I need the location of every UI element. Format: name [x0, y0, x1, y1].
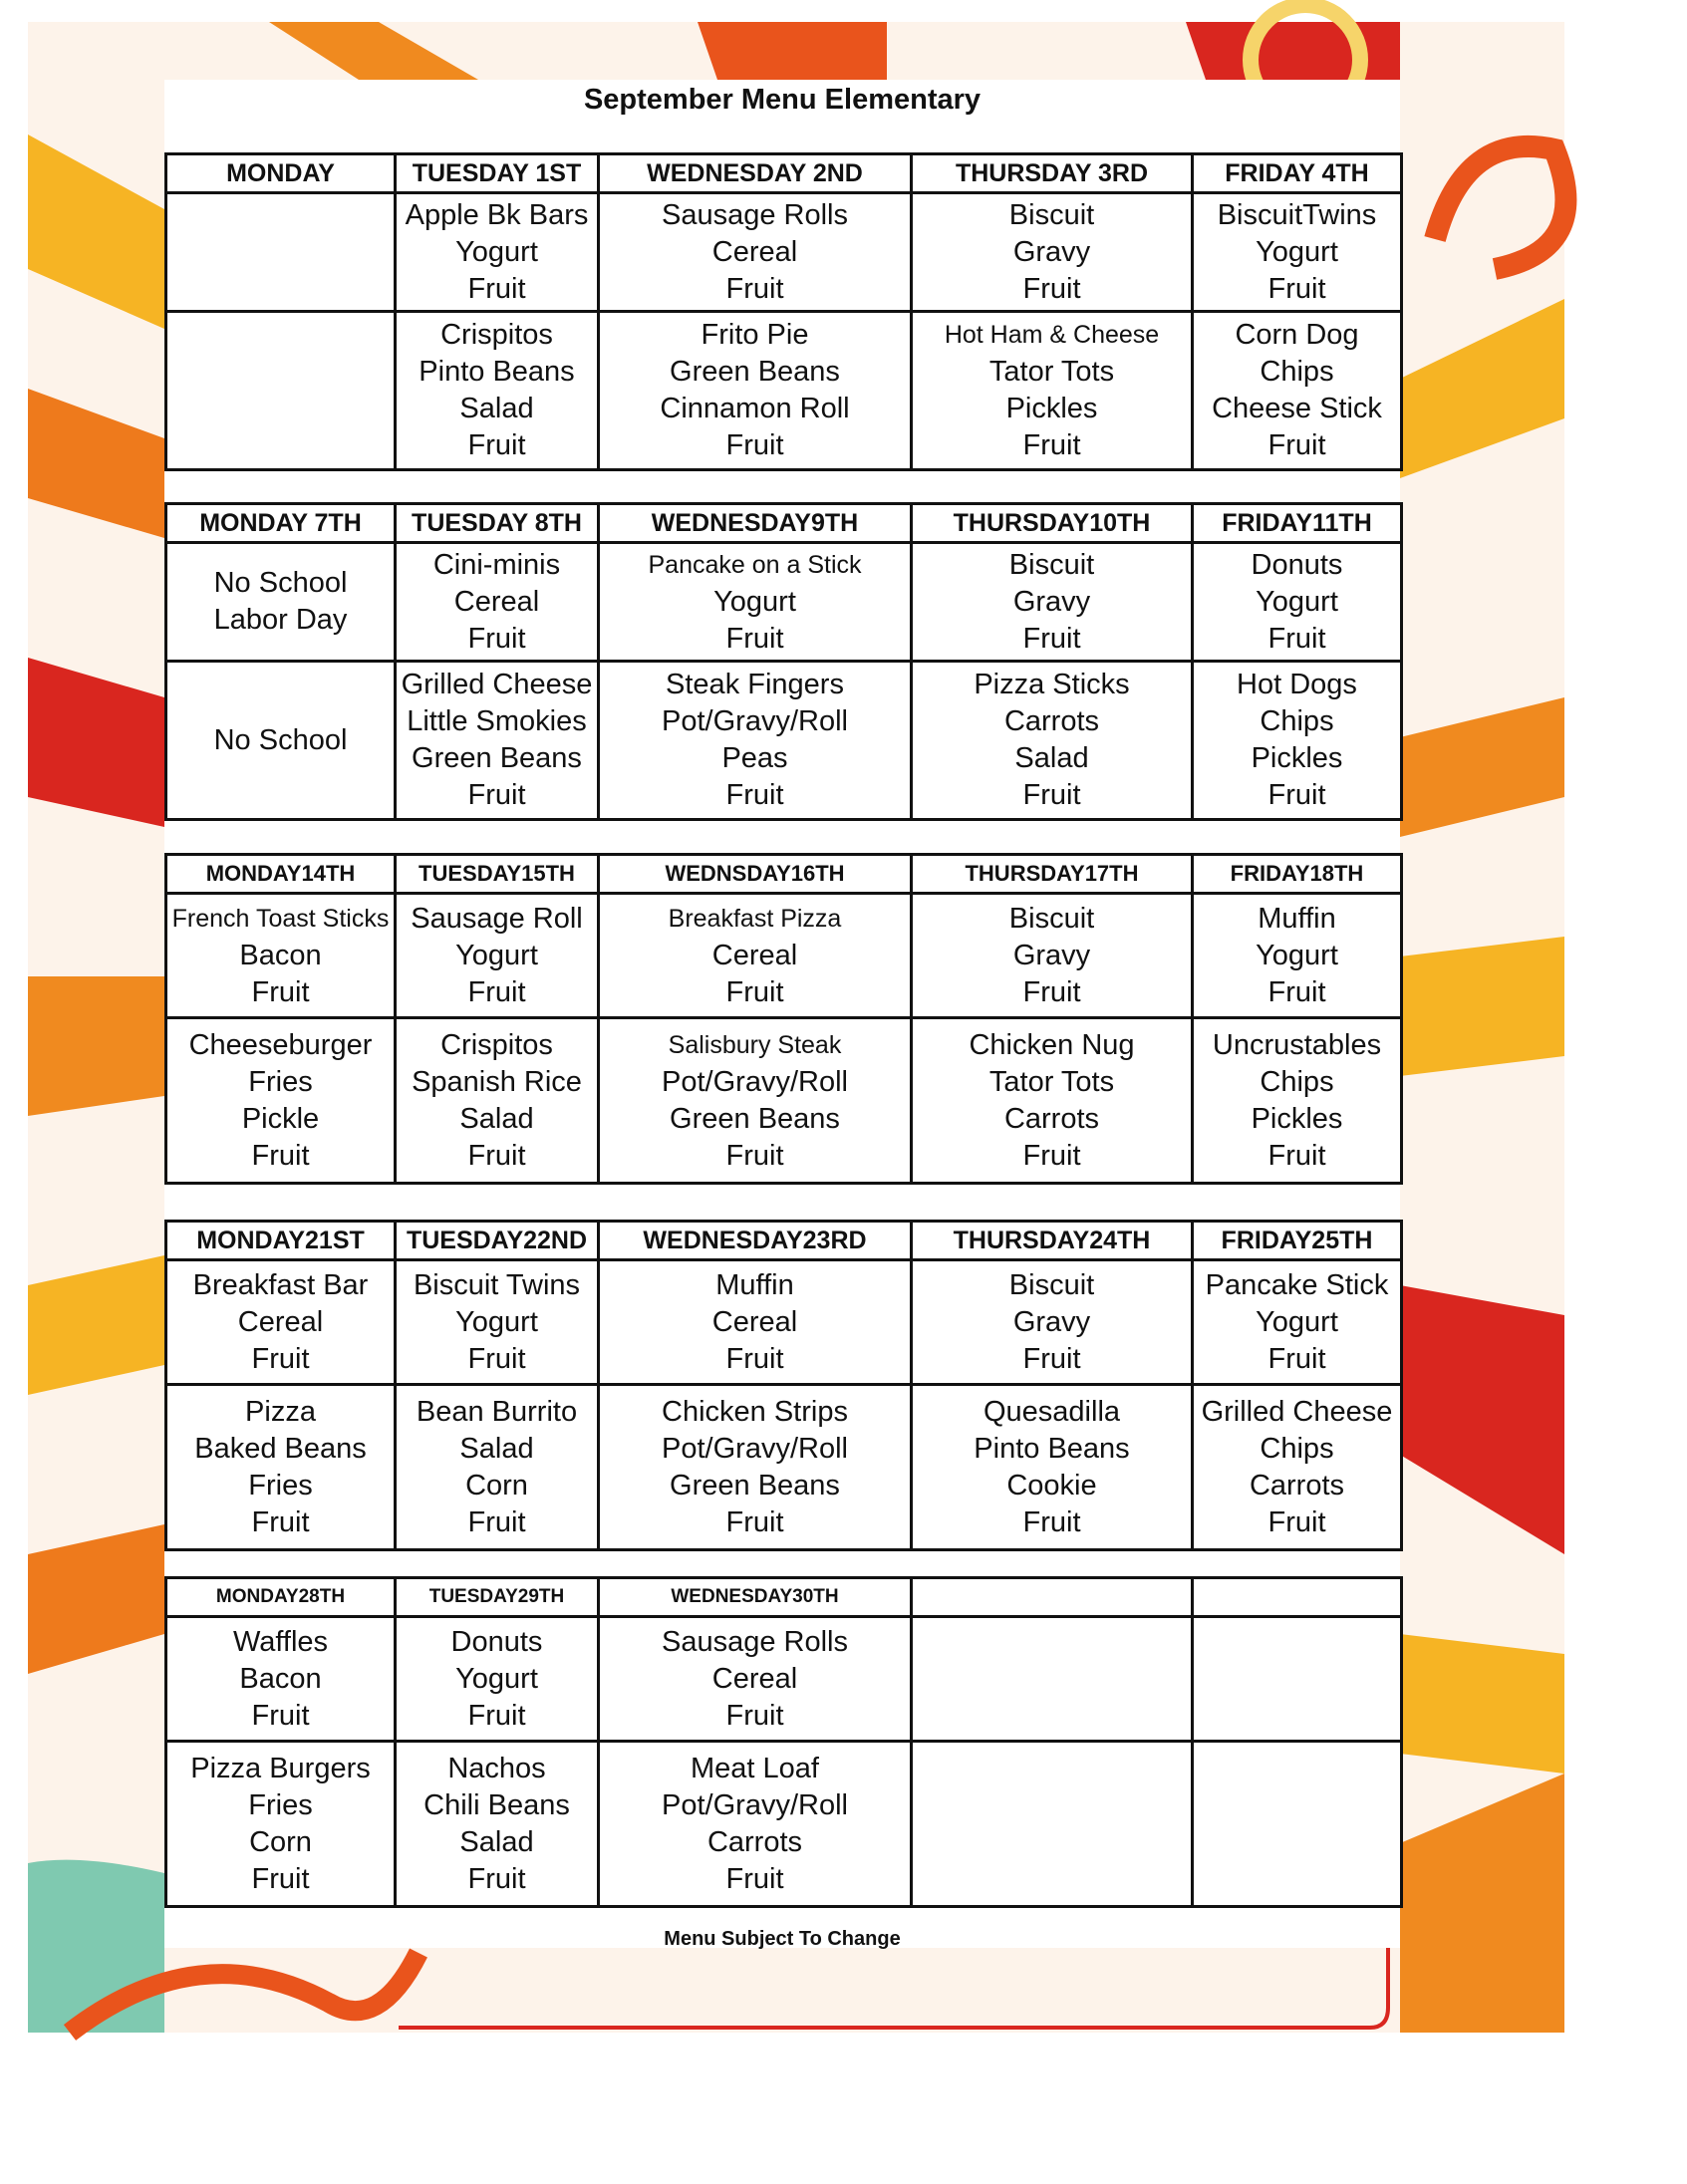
- menu-item: Muffin: [715, 1268, 794, 1301]
- menu-item: Yogurt: [1256, 585, 1338, 618]
- menu-item: Pizza Sticks: [974, 669, 1130, 700]
- day-header: WEDNSDAY16TH: [599, 855, 912, 894]
- lunch-cell: [912, 1018, 1193, 1184]
- menu-item: Gravy: [1012, 585, 1091, 618]
- menu-item: Biscuit: [1008, 548, 1095, 581]
- menu-footer-note: Menu Subject To Change: [664, 1928, 901, 1950]
- lunch-cell: [912, 662, 1193, 820]
- day-header: WEDNESDAY23RD: [599, 1222, 912, 1260]
- menu-item: Carrots: [1003, 1102, 1100, 1135]
- lunch-cell: [599, 1742, 912, 1907]
- breakfast-cell: [396, 894, 599, 1018]
- menu-item: Labor Day: [213, 604, 348, 636]
- breakfast-row: [166, 1617, 1402, 1742]
- day-header-row: [166, 1222, 1402, 1260]
- menu-item: No School: [213, 567, 348, 599]
- lunch-cell: [1193, 1018, 1402, 1184]
- menu-item: Tator Tots: [988, 1065, 1115, 1098]
- menu-item: Fruit: [725, 1139, 784, 1172]
- menu-item: Pot/Gravy/Roll: [662, 1432, 848, 1465]
- menu-item: Fruit: [1267, 1139, 1326, 1172]
- menu-item: Pickles: [1005, 393, 1098, 424]
- lunch-row: [166, 312, 1402, 470]
- menu-item: Bean Burrito: [416, 1395, 578, 1428]
- day-header-row: [166, 504, 1402, 543]
- lunch-cell: [1193, 662, 1402, 820]
- menu-item: Yogurt: [1256, 939, 1338, 971]
- day-header: MONDAY28TH: [166, 1578, 396, 1617]
- day-header: THURSDAY17TH: [912, 855, 1193, 894]
- day-header: TUESDAY 8TH: [396, 504, 599, 543]
- lunch-cell: [166, 1018, 396, 1184]
- menu-item: Fruit: [467, 1862, 526, 1895]
- menu-item: Fruit: [725, 272, 784, 305]
- menu-item: Carrots: [1249, 1469, 1345, 1502]
- menu-item: Green Beans: [670, 1469, 840, 1502]
- breakfast-cell: [1193, 193, 1402, 312]
- menu-item: Biscuit: [1008, 1268, 1095, 1301]
- menu-item: Sausage Rolls: [662, 1625, 848, 1658]
- breakfast-cell: [166, 543, 396, 662]
- menu-item: Fruit: [1022, 1505, 1081, 1538]
- breakfast-cell: [1193, 894, 1402, 1018]
- lunch-row: [166, 662, 1402, 820]
- breakfast-cell: [912, 543, 1193, 662]
- menu-item: Cereal: [711, 939, 798, 971]
- breakfast-cell: [396, 1260, 599, 1385]
- menu-item: Fruit: [1022, 1139, 1081, 1172]
- lunch-cell: [166, 312, 396, 470]
- menu-item: Fries: [248, 1065, 313, 1098]
- menu-item: Fries: [248, 1788, 313, 1821]
- breakfast-cell: [912, 1260, 1193, 1385]
- menu-item: Pizza: [245, 1395, 316, 1428]
- week-table: [164, 502, 1403, 821]
- menu-item: Yogurt: [713, 585, 796, 618]
- day-header: MONDAY: [166, 154, 396, 193]
- menu-item: Fruit: [1022, 272, 1081, 305]
- breakfast-cell: [1193, 1260, 1402, 1385]
- menu-item: Fruit: [1022, 779, 1081, 811]
- menu-item: Baked Beans: [194, 1432, 367, 1465]
- day-header-row: [166, 855, 1402, 894]
- menu-item: Corn Dog: [1235, 319, 1359, 351]
- menu-item: Bacon: [239, 1662, 322, 1695]
- menu-item: Chicken Strips: [662, 1395, 848, 1428]
- menu-item: Cinnamon Roll: [660, 393, 850, 424]
- menu-item: Fruit: [251, 1139, 310, 1172]
- menu-item: Fruit: [725, 622, 784, 655]
- menu-item: Cereal: [711, 1305, 798, 1338]
- day-header: MONDAY 7TH: [166, 504, 396, 543]
- menu-item: Corn: [465, 1469, 528, 1502]
- breakfast-cell: [396, 543, 599, 662]
- lunch-cell: [912, 1385, 1193, 1550]
- menu-item: Chips: [1260, 1432, 1334, 1465]
- breakfast-cell: [599, 894, 912, 1018]
- day-header: WEDNESDAY 2ND: [599, 154, 912, 193]
- menu-item: Fries: [248, 1469, 313, 1502]
- menu-item: Peas: [721, 742, 788, 774]
- menu-item: Pinto Beans: [419, 356, 575, 388]
- lunch-row: [166, 1018, 1402, 1184]
- menu-item: Cheese Stick: [1212, 393, 1382, 424]
- menu-item: Frito Pie: [701, 319, 809, 351]
- menu-item: Fruit: [1022, 1342, 1081, 1375]
- breakfast-row: [166, 1260, 1402, 1385]
- menu-item: Fruit: [1022, 975, 1081, 1008]
- menu-item: Fruit: [1267, 622, 1326, 655]
- menu-item: Fruit: [1267, 1505, 1326, 1538]
- breakfast-cell: [396, 193, 599, 312]
- menu-item: Salad: [459, 1102, 534, 1135]
- menu-item: Cookie: [1006, 1469, 1097, 1502]
- menu-item: Fruit: [1022, 622, 1081, 655]
- menu-item: Pancake Stick: [1205, 1268, 1389, 1301]
- menu-item: Fruit: [467, 779, 526, 811]
- breakfast-row: [166, 894, 1402, 1018]
- week-table: [164, 853, 1403, 1185]
- menu-item: Breakfast Pizza: [668, 904, 842, 933]
- lunch-cell: [599, 662, 912, 820]
- menu-item: Fruit: [251, 1862, 310, 1895]
- menu-item: Cereal: [711, 1662, 798, 1695]
- day-header: TUESDAY15TH: [396, 855, 599, 894]
- day-header: THURSDAY 3RD: [912, 154, 1193, 193]
- menu-item: Waffles: [232, 1625, 329, 1658]
- lunch-cell: [396, 1385, 599, 1550]
- menu-item: Chips: [1260, 356, 1334, 388]
- menu-item: Gravy: [1012, 939, 1091, 971]
- day-header: FRIDAY18TH: [1193, 855, 1402, 894]
- breakfast-cell: [166, 1260, 396, 1385]
- menu-item: Hot Dogs: [1237, 669, 1357, 700]
- menu-item: Fruit: [725, 1862, 784, 1895]
- lunch-cell: [1193, 312, 1402, 470]
- menu-item: Fruit: [251, 1699, 310, 1732]
- breakfast-cell: [599, 1617, 912, 1742]
- menu-item: BiscuitTwins: [1217, 198, 1377, 231]
- menu-item: Pot/Gravy/Roll: [662, 1065, 848, 1098]
- lunch-cell: [166, 1385, 396, 1550]
- menu-item: Fruit: [725, 1342, 784, 1375]
- day-header: FRIDAY11TH: [1193, 504, 1402, 543]
- menu-item: Fruit: [1267, 272, 1326, 305]
- menu-item: Yogurt: [1256, 1305, 1338, 1338]
- menu-item: Sausage Roll: [411, 902, 583, 935]
- menu-item: Salad: [459, 393, 534, 424]
- breakfast-cell: [599, 543, 912, 662]
- menu-item: Gravy: [1012, 235, 1091, 268]
- menu-item: Pot/Gravy/Roll: [662, 705, 848, 737]
- menu-item: Salad: [1014, 742, 1089, 774]
- breakfast-cell: [166, 1617, 396, 1742]
- lunch-cell: [1193, 1742, 1402, 1907]
- menu-item: Chicken Nug: [969, 1028, 1135, 1061]
- menu-item: Fruit: [467, 1139, 526, 1172]
- menu-item: Yogurt: [455, 1305, 538, 1338]
- lunch-cell: [166, 1742, 396, 1907]
- lunch-cell: [396, 312, 599, 470]
- menu-item: Salad: [459, 1432, 534, 1465]
- menu-item: Yogurt: [455, 1662, 538, 1695]
- lunch-cell: [166, 662, 396, 820]
- menu-item: Meat Loaf: [691, 1752, 819, 1784]
- lunch-row: [166, 1742, 1402, 1907]
- breakfast-cell: [912, 193, 1193, 312]
- menu-item: Pickles: [1251, 1102, 1343, 1135]
- day-header-row: [166, 1578, 1402, 1617]
- menu-item: Apple Bk Bars: [405, 198, 589, 231]
- menu-item: Fruit: [725, 1699, 784, 1732]
- day-header: TUESDAY22ND: [396, 1222, 599, 1260]
- menu-item: Fruit: [251, 1342, 310, 1375]
- menu-item: Pinto Beans: [974, 1432, 1130, 1465]
- lunch-cell: [599, 1018, 912, 1184]
- menu-item: Muffin: [1258, 902, 1336, 935]
- menu-item: Fruit: [1022, 429, 1081, 461]
- menu-item: Crispitos: [440, 1028, 553, 1061]
- lunch-cell: [1193, 1385, 1402, 1550]
- day-header: MONDAY21ST: [166, 1222, 396, 1260]
- day-header: [912, 1578, 1193, 1617]
- menu-item: Pot/Gravy/Roll: [662, 1788, 848, 1821]
- menu-item: Quesadilla: [983, 1395, 1121, 1428]
- menu-item: Carrots: [1003, 705, 1100, 737]
- menu-item: Bacon: [239, 939, 322, 971]
- menu-item: Fruit: [725, 429, 784, 461]
- menu-item: No School: [213, 723, 348, 756]
- menu-item: Tator Tots: [988, 356, 1115, 388]
- menu-item: Donuts: [1251, 548, 1343, 581]
- menu-item: French Toast Sticks: [171, 904, 390, 933]
- menu-sheet: [164, 80, 1400, 1948]
- day-header: FRIDAY25TH: [1193, 1222, 1402, 1260]
- breakfast-row: [166, 193, 1402, 312]
- lunch-row: [166, 1385, 1402, 1550]
- week-table: [164, 1220, 1403, 1551]
- menu-item: Cereal: [711, 235, 798, 268]
- breakfast-cell: [1193, 543, 1402, 662]
- menu-item: Corn: [249, 1825, 312, 1858]
- lunch-cell: [912, 312, 1193, 470]
- day-header-row: [166, 154, 1402, 193]
- breakfast-cell: [599, 193, 912, 312]
- menu-item: Fruit: [251, 1505, 310, 1538]
- menu-item: Green Beans: [670, 356, 840, 388]
- menu-item: Fruit: [725, 975, 784, 1008]
- breakfast-cell: [396, 1617, 599, 1742]
- breakfast-cell: [166, 894, 396, 1018]
- menu-item: Cini-minis: [432, 548, 561, 581]
- menu-item: Fruit: [725, 1505, 784, 1538]
- week-table: [164, 1576, 1403, 1908]
- menu-item: Fruit: [467, 1342, 526, 1375]
- menu-item: Yogurt: [1256, 235, 1338, 268]
- menu-item: Green Beans: [670, 1102, 840, 1135]
- menu-item: Chili Beans: [423, 1788, 570, 1821]
- menu-item: Gravy: [1012, 1305, 1091, 1338]
- menu-item: Donuts: [450, 1625, 543, 1658]
- menu-item: Nachos: [447, 1752, 546, 1784]
- menu-item: Biscuit: [1008, 198, 1095, 231]
- menu-item: Yogurt: [455, 939, 538, 971]
- breakfast-cell: [912, 1617, 1193, 1742]
- day-header: FRIDAY 4TH: [1193, 154, 1402, 193]
- menu-item: Fruit: [1267, 1342, 1326, 1375]
- menu-item: Fruit: [725, 779, 784, 811]
- day-header: THURSDAY10TH: [912, 504, 1193, 543]
- menu-item: Cereal: [237, 1305, 324, 1338]
- breakfast-cell: [912, 894, 1193, 1018]
- day-header: WEDNESDAY9TH: [599, 504, 912, 543]
- lunch-cell: [396, 662, 599, 820]
- day-header: WEDNESDAY30TH: [599, 1578, 912, 1617]
- menu-item: Fruit: [1267, 975, 1326, 1008]
- menu-item: Sausage Rolls: [662, 198, 848, 231]
- menu-item: Chips: [1260, 705, 1334, 737]
- menu-item: Pickle: [241, 1102, 320, 1135]
- menu-item: Pickles: [1251, 742, 1343, 774]
- menu-item: Grilled Cheese: [401, 669, 593, 700]
- day-header: MONDAY14TH: [166, 855, 396, 894]
- lunch-cell: [396, 1018, 599, 1184]
- menu-item: Uncrustables: [1212, 1028, 1382, 1061]
- lunch-cell: [912, 1742, 1193, 1907]
- menu-item: Fruit: [467, 1699, 526, 1732]
- menu-item: Pizza Burgers: [190, 1752, 371, 1784]
- menu-item: Spanish Rice: [412, 1065, 582, 1098]
- day-header: THURSDAY24TH: [912, 1222, 1193, 1260]
- breakfast-row: [166, 543, 1402, 662]
- menu-item: Fruit: [1267, 779, 1326, 811]
- menu-item: Biscuit: [1008, 902, 1095, 935]
- menu-item: Fruit: [467, 1505, 526, 1538]
- menu-item: Crispitos: [440, 319, 553, 351]
- menu-item: Carrots: [706, 1825, 803, 1858]
- menu-item: Fruit: [251, 975, 310, 1008]
- menu-item: Breakfast Bar: [192, 1268, 369, 1301]
- menu-item: Pancake on a Stick: [648, 550, 862, 579]
- menu-item: Little Smokies: [407, 705, 587, 737]
- menu-item: Salad: [459, 1825, 534, 1858]
- menu-item: Grilled Cheese: [1201, 1395, 1393, 1428]
- lunch-cell: [599, 312, 912, 470]
- menu-item: Fruit: [1267, 429, 1326, 461]
- day-header: [1193, 1578, 1402, 1617]
- menu-item: Fruit: [467, 975, 526, 1008]
- menu-item: Yogurt: [455, 235, 538, 268]
- menu-item: Fruit: [467, 429, 526, 461]
- menu-item: Salisbury Steak: [668, 1030, 842, 1059]
- menu-item: Fruit: [467, 622, 526, 655]
- menu-item: Chips: [1260, 1065, 1334, 1098]
- breakfast-cell: [599, 1260, 912, 1385]
- week-table: [164, 152, 1403, 471]
- breakfast-cell: [166, 193, 396, 312]
- menu-item: Cereal: [453, 585, 540, 618]
- menu-item: Green Beans: [412, 742, 582, 774]
- menu-item: Steak Fingers: [666, 669, 844, 700]
- menu-item: Fruit: [467, 272, 526, 305]
- menu-title: September Menu Elementary: [583, 84, 982, 116]
- menu-item: Hot Ham & Cheese: [944, 321, 1160, 349]
- breakfast-cell: [1193, 1617, 1402, 1742]
- lunch-cell: [396, 1742, 599, 1907]
- lunch-cell: [599, 1385, 912, 1550]
- day-header: TUESDAY 1ST: [396, 154, 599, 193]
- day-header: TUESDAY29TH: [396, 1578, 599, 1617]
- menu-item: Cheeseburger: [188, 1028, 373, 1061]
- menu-item: Biscuit Twins: [413, 1268, 581, 1301]
